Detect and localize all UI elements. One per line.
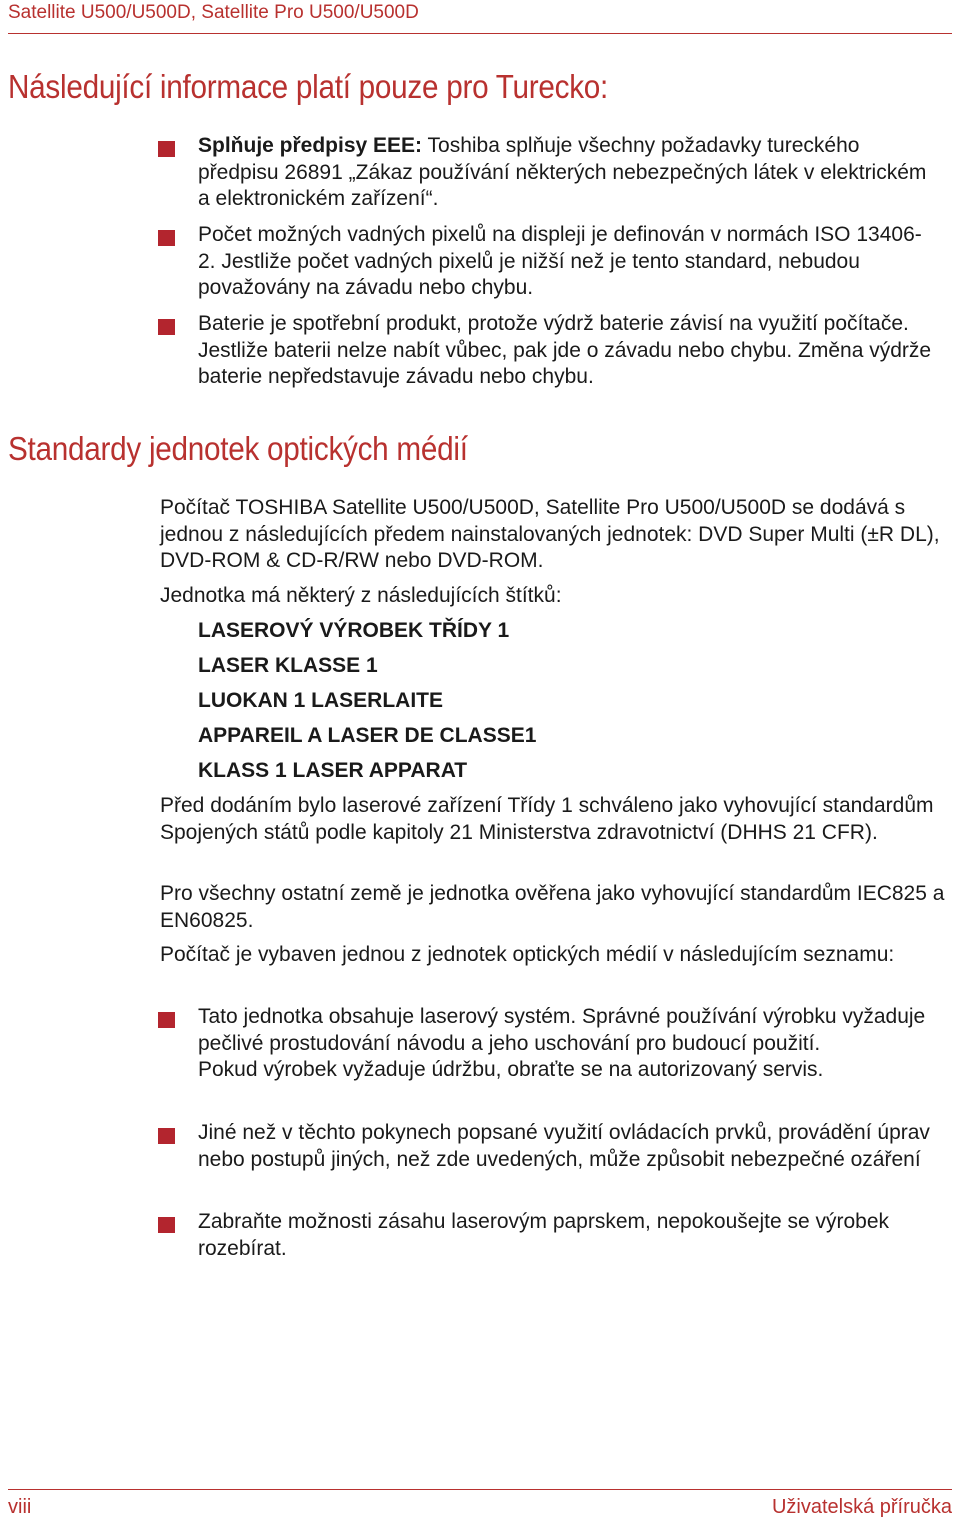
laser-label: LASER KLASSE 1	[198, 654, 378, 677]
page-number: viii	[8, 1496, 32, 1518]
header-rule	[8, 33, 952, 34]
paragraph: Pro všechny ostatní země je jednotka ověřena jako vyhovující standardům IEC825 a EN60825.	[160, 882, 945, 932]
list-item-text: Jiné než v těchto pokynech popsané využití ovládacích prvků, provádění úprav nebo postupů jiných, než zde uvedených, může způsobit nebezpečné ozáření	[198, 1121, 930, 1171]
list-item-text: Počet možných vadných pixelů na displeji je definován v normách ISO 13406-2. Jestliže počet vadných pixelů je nižší než je tento standard, nebudou považovány na závadu nebo chybu.	[198, 223, 922, 299]
list-item	[160, 222, 938, 302]
list-item	[160, 311, 938, 391]
list-item	[160, 1120, 938, 1173]
footer-title: Uživatelská příručka	[771, 1496, 952, 1518]
paragraph: Počítač TOSHIBA Satellite U500/U500D, Satellite Pro U500/U500D se dodává s jednou z následujících předem nainstalovaných jednotek: DVD Super Multi (±R DL), DVD-ROM & CD-R/RW nebo DVD-ROM.	[160, 496, 940, 572]
list-item	[160, 133, 938, 213]
paragraph: Počítač je vybaven jednou z jednotek optických médií v následujícím seznamu:	[160, 943, 895, 966]
laser-label: KLASS 1 LASER APPARAT	[198, 759, 468, 782]
list-item-text: Tato jednotka obsahuje laserový systém. Správné používání výrobku vyžaduje pečlivé prostudování návodu a jeho uschování pro budoucí použití.	[198, 1005, 926, 1055]
running-header: Satellite U500/U500D, Satellite Pro U500/U500D	[8, 2, 419, 23]
paragraph: Jednotka má některý z následujících štítků:	[160, 584, 562, 607]
section-heading-optical: Standardy jednotek optických médií	[8, 430, 468, 467]
laser-label: LUOKAN 1 LASERLAITE	[198, 689, 444, 712]
list-item	[160, 1004, 938, 1084]
section-heading-turkey: Následující informace platí pouze pro Turecko:	[8, 68, 609, 105]
list-item-text: Baterie je spotřební produkt, protože výdrž baterie závisí na využití počítače. Jestliže baterii nelze nabít vůbec, pak jde o závadu nebo chybu. Změna výdrže baterie nepředstavuje závadu nebo chybu.	[198, 312, 932, 388]
list-item	[160, 1209, 938, 1262]
list-item-text: Toshiba splňuje všechny požadavky tureckého předpisu 26891 „Zákaz používání některých nebezpečných látek v elektrickém a elektronickém zařízení“.	[198, 134, 927, 210]
list-item-bold: Splňuje předpisy EEE:	[198, 134, 423, 157]
paragraph: Před dodáním bylo laserové zařízení Třídy 1 schváleno jako vyhovující standardům Spojených států podle kapitoly 21 Ministerstva zdravotnictví (DHHS 21 CFR).	[160, 794, 934, 844]
footer-rule	[8, 1489, 952, 1490]
laser-label: LASEROVÝ VÝROBEK TŘÍDY 1	[198, 619, 510, 642]
list-item-text: Pokud výrobek vyžaduje údržbu, obraťte se na autorizovaný servis.	[198, 1058, 824, 1081]
list-item-text: Zabraňte možnosti zásahu laserovým paprskem, nepokoušejte se výrobek rozebírat.	[198, 1210, 890, 1260]
laser-label: APPAREIL A LASER DE CLASSE1	[198, 724, 537, 747]
